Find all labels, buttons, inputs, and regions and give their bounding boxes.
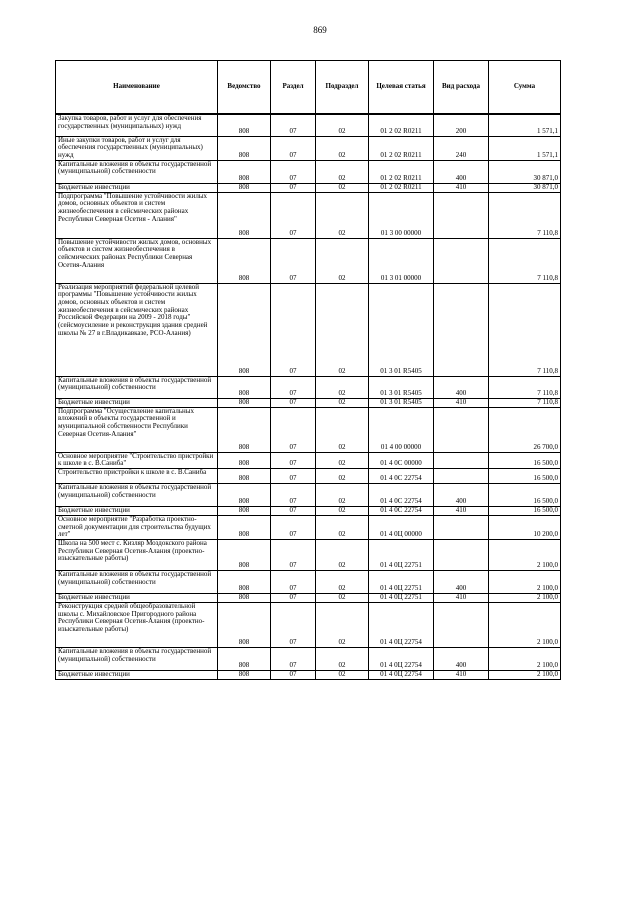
table-header-row: [56, 61, 561, 115]
row-expense-cell: 410: [434, 183, 489, 192]
row-section-cell: 07: [271, 571, 316, 594]
row-expense-cell: 410: [434, 398, 489, 407]
row-section-cell: 07: [271, 160, 316, 183]
row-name-cell: Бюджетные инвестиции: [56, 671, 218, 680]
row-article-cell: 01 4 0С 22754: [369, 506, 434, 515]
row-subsection-cell: 02: [316, 540, 369, 571]
row-expense-cell: [434, 283, 489, 376]
row-subsection-cell: 02: [316, 114, 369, 136]
row-sum-cell: 2 100,0: [489, 603, 561, 648]
row-section-cell: 07: [271, 136, 316, 160]
row-article-cell: 01 4 0Ц 00000: [369, 515, 434, 539]
row-name-cell: Бюджетные инвестиции: [56, 183, 218, 192]
row-article-cell: 01 4 0Ц 22754: [369, 648, 434, 671]
table-row: [56, 398, 561, 407]
row-subsection-cell: 02: [316, 192, 369, 238]
row-sum-cell: 26 700,0: [489, 407, 561, 452]
row-expense-cell: [434, 238, 489, 283]
row-subsection-cell: 02: [316, 376, 369, 398]
row-section-cell: 07: [271, 407, 316, 452]
row-section-cell: 07: [271, 192, 316, 238]
row-sum-cell: 2 100,0: [489, 571, 561, 594]
table-row: [56, 407, 561, 452]
row-sum-cell: 10 200,0: [489, 515, 561, 539]
row-name-cell: Капитальные вложения в объекты государственной (муниципальной) собственности: [56, 648, 218, 671]
row-sum-cell: 7 110,8: [489, 192, 561, 238]
column-header-name: Наименование: [56, 61, 218, 115]
row-section-cell: 07: [271, 671, 316, 680]
row-sum-cell: 16 500,0: [489, 468, 561, 483]
row-article-cell: 01 4 0Ц 22754: [369, 671, 434, 680]
row-section-cell: 07: [271, 376, 316, 398]
table-row: [56, 238, 561, 283]
table-row: [56, 506, 561, 515]
row-article-cell: 01 4 00 00000: [369, 407, 434, 452]
row-dept-cell: 808: [218, 407, 271, 452]
row-name-cell: Бюджетные инвестиции: [56, 398, 218, 407]
table-row: [56, 671, 561, 680]
row-sum-cell: 2 100,0: [489, 648, 561, 671]
row-article-cell: 01 2 02 R0211: [369, 183, 434, 192]
row-dept-cell: 808: [218, 506, 271, 515]
row-sum-cell: 2 100,0: [489, 540, 561, 571]
row-expense-cell: 410: [434, 671, 489, 680]
row-sum-cell: 30 871,0: [489, 160, 561, 183]
row-expense-cell: 400: [434, 571, 489, 594]
row-subsection-cell: 02: [316, 671, 369, 680]
row-article-cell: 01 4 0Ц 22754: [369, 603, 434, 648]
table-row: [56, 515, 561, 539]
table-row: [56, 594, 561, 603]
row-dept-cell: 808: [218, 398, 271, 407]
row-dept-cell: 808: [218, 594, 271, 603]
table-row: [56, 160, 561, 183]
row-expense-cell: 400: [434, 160, 489, 183]
row-expense-cell: 240: [434, 136, 489, 160]
row-article-cell: 01 3 01 R5405: [369, 283, 434, 376]
row-sum-cell: 30 871,0: [489, 183, 561, 192]
row-name-cell: Повышение устойчивости жилых домов, основных объектов и систем жизнеобеспечения в сейсмических районах Республики Северная Осетия-Алания: [56, 238, 218, 283]
row-expense-cell: 400: [434, 376, 489, 398]
row-name-cell: Бюджетные инвестиции: [56, 506, 218, 515]
row-sum-cell: 7 110,8: [489, 238, 561, 283]
row-article-cell: 01 4 0Ц 22751: [369, 571, 434, 594]
row-subsection-cell: 02: [316, 407, 369, 452]
row-dept-cell: 808: [218, 160, 271, 183]
row-name-cell: Реализация мероприятий федеральной целевой программы "Повышение устойчивости жилых домов, основных объектов и систем жизнеобеспечения в сейсмических районах Российской Федерации на 2009 - 2018 годы" (сейсмоусиление и реконструкция здания средней школы № 27 в г.Владикавказе, РСО-Алания): [56, 283, 218, 376]
column-header-article: Целевая статья: [369, 61, 434, 115]
row-dept-cell: 808: [218, 183, 271, 192]
row-name-cell: Основное мероприятие "Разработка проектно-сметной документации для строительства будущих лет": [56, 515, 218, 539]
row-name-cell: Иные закупки товаров, работ и услуг для обеспечения государственных (муниципальных) нужд: [56, 136, 218, 160]
row-subsection-cell: 02: [316, 515, 369, 539]
column-header-expense: Вид расхода: [434, 61, 489, 115]
row-sum-cell: 7 110,8: [489, 283, 561, 376]
row-subsection-cell: 02: [316, 160, 369, 183]
row-expense-cell: [434, 468, 489, 483]
row-subsection-cell: 02: [316, 483, 369, 506]
row-subsection-cell: 02: [316, 603, 369, 648]
row-article-cell: 01 4 0Ц 22751: [369, 594, 434, 603]
column-header-section: Раздел: [271, 61, 316, 115]
row-section-cell: 07: [271, 515, 316, 539]
row-subsection-cell: 02: [316, 648, 369, 671]
row-article-cell: 01 4 0С 22754: [369, 468, 434, 483]
row-section-cell: 07: [271, 283, 316, 376]
row-article-cell: 01 2 02 R0211: [369, 114, 434, 136]
row-section-cell: 07: [271, 603, 316, 648]
row-subsection-cell: 02: [316, 398, 369, 407]
row-expense-cell: [434, 452, 489, 468]
row-dept-cell: 808: [218, 114, 271, 136]
table-row: [56, 183, 561, 192]
budget-table: [55, 60, 561, 680]
row-section-cell: 07: [271, 648, 316, 671]
table-row: [56, 468, 561, 483]
row-subsection-cell: 02: [316, 238, 369, 283]
row-article-cell: 01 3 00 00000: [369, 192, 434, 238]
table-row: [56, 114, 561, 136]
row-name-cell: Подпрограмма "Повышение устойчивости жилых домов, основных объектов и систем жизнеобеспечения в сейсмических районах Республики Северная Осетия - Алания": [56, 192, 218, 238]
row-name-cell: Бюджетные инвестиции: [56, 594, 218, 603]
row-sum-cell: 1 571,1: [489, 114, 561, 136]
row-article-cell: 01 4 0С 22754: [369, 483, 434, 506]
row-expense-cell: [434, 540, 489, 571]
row-section-cell: 07: [271, 506, 316, 515]
table-row: [56, 483, 561, 506]
row-section-cell: 07: [271, 452, 316, 468]
table-row: [56, 376, 561, 398]
table-row: [56, 192, 561, 238]
row-sum-cell: 2 100,0: [489, 671, 561, 680]
row-name-cell: Основное мероприятие "Строительство пристройки к школе в с. В.Саниба": [56, 452, 218, 468]
row-article-cell: 01 4 0Ц 22751: [369, 540, 434, 571]
table-row: [56, 283, 561, 376]
row-name-cell: Строительство пристройки к школе в с. В.Саниба: [56, 468, 218, 483]
row-dept-cell: 808: [218, 136, 271, 160]
table-row: [56, 452, 561, 468]
row-article-cell: 01 3 01 R5405: [369, 398, 434, 407]
row-section-cell: 07: [271, 594, 316, 603]
row-sum-cell: 16 500,0: [489, 452, 561, 468]
row-sum-cell: 7 110,8: [489, 398, 561, 407]
row-subsection-cell: 02: [316, 594, 369, 603]
row-name-cell: Капитальные вложения в объекты государственной (муниципальной) собственности: [56, 571, 218, 594]
row-sum-cell: 2 100,0: [489, 594, 561, 603]
page-number: 869: [313, 25, 327, 35]
row-name-cell: Школа на 500 мест с. Кизляр Моздокского района Республики Северная Осетия-Алания (проектно-изыскательные работы): [56, 540, 218, 571]
table-row: [56, 136, 561, 160]
row-dept-cell: 808: [218, 376, 271, 398]
row-expense-cell: [434, 407, 489, 452]
row-name-cell: Реконструкция средней общеобразовательной школы с. Михайловское Пригородного района Республики Северная Осетия-Алания (проектно-изыскательные работы): [56, 603, 218, 648]
row-sum-cell: 7 110,8: [489, 376, 561, 398]
row-name-cell: Закупка товаров, работ и услуг для обеспечения государственных (муниципальных) нужд: [56, 114, 218, 136]
row-expense-cell: [434, 515, 489, 539]
row-section-cell: 07: [271, 238, 316, 283]
column-header-subsection: Подраздел: [316, 61, 369, 115]
row-article-cell: 01 4 0С 00000: [369, 452, 434, 468]
row-expense-cell: [434, 603, 489, 648]
row-section-cell: 07: [271, 468, 316, 483]
row-dept-cell: 808: [218, 468, 271, 483]
row-subsection-cell: 02: [316, 452, 369, 468]
table-row: [56, 571, 561, 594]
row-dept-cell: 808: [218, 192, 271, 238]
row-dept-cell: 808: [218, 483, 271, 506]
row-section-cell: 07: [271, 483, 316, 506]
row-name-cell: Капитальные вложения в объекты государственной (муниципальной) собственности: [56, 376, 218, 398]
row-subsection-cell: 02: [316, 571, 369, 594]
row-dept-cell: 808: [218, 283, 271, 376]
row-subsection-cell: 02: [316, 136, 369, 160]
row-subsection-cell: 02: [316, 506, 369, 515]
row-subsection-cell: 02: [316, 468, 369, 483]
row-sum-cell: 16 500,0: [489, 506, 561, 515]
row-expense-cell: 400: [434, 483, 489, 506]
row-dept-cell: 808: [218, 238, 271, 283]
row-dept-cell: 808: [218, 540, 271, 571]
row-expense-cell: 410: [434, 594, 489, 603]
row-name-cell: Капитальные вложения в объекты государственной (муниципальной) собственности: [56, 483, 218, 506]
column-header-dept: Ведомство: [218, 61, 271, 115]
table-row: [56, 648, 561, 671]
row-expense-cell: 410: [434, 506, 489, 515]
row-name-cell: Капитальные вложения в объекты государственной (муниципальной) собственности: [56, 160, 218, 183]
row-dept-cell: 808: [218, 452, 271, 468]
row-expense-cell: 200: [434, 114, 489, 136]
table-row: [56, 540, 561, 571]
row-sum-cell: 16 500,0: [489, 483, 561, 506]
row-dept-cell: 808: [218, 603, 271, 648]
table-row: [56, 603, 561, 648]
row-section-cell: 07: [271, 114, 316, 136]
row-subsection-cell: 02: [316, 283, 369, 376]
row-article-cell: 01 3 01 R5405: [369, 376, 434, 398]
row-sum-cell: 1 571,1: [489, 136, 561, 160]
row-subsection-cell: 02: [316, 183, 369, 192]
row-article-cell: 01 2 02 R0211: [369, 136, 434, 160]
row-dept-cell: 808: [218, 571, 271, 594]
row-expense-cell: [434, 192, 489, 238]
row-section-cell: 07: [271, 183, 316, 192]
row-dept-cell: 808: [218, 515, 271, 539]
row-section-cell: 07: [271, 540, 316, 571]
row-expense-cell: 400: [434, 648, 489, 671]
row-name-cell: Подпрограмма "Осуществление капитальных вложений в объекты государственной и муниципальной собственности Республики Северная Осетия-Алания": [56, 407, 218, 452]
row-article-cell: 01 3 01 00000: [369, 238, 434, 283]
row-section-cell: 07: [271, 398, 316, 407]
row-article-cell: 01 2 02 R0211: [369, 160, 434, 183]
column-header-sum: Сумма: [489, 61, 561, 115]
row-dept-cell: 808: [218, 671, 271, 680]
row-dept-cell: 808: [218, 648, 271, 671]
